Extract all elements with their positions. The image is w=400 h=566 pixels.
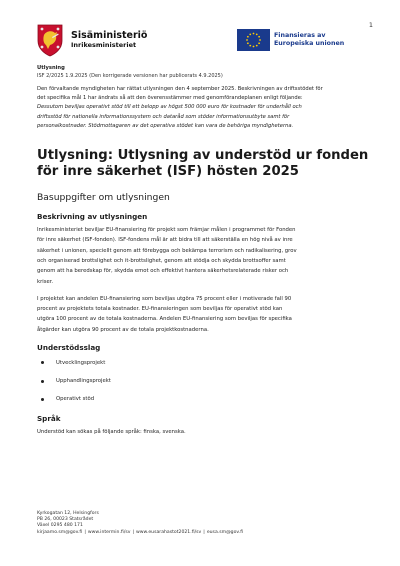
eu-star-icon: [256, 45, 258, 47]
text-line: genom att ha beredskap för, skydda emot och effektivt hantera säkerhetsrelaterade risker och: [37, 268, 289, 275]
grant-types-list: [41, 359, 373, 403]
eu-star-icon: [247, 36, 249, 38]
footer-postbox: PB 26, 00023 Statsrådet: [37, 517, 94, 523]
correction-line: Den förvaltande myndigheten har rättat utlysningen den 4 september 2025. Beskrivningen av driftsstödet för: [37, 86, 323, 92]
text-line: I projektet kan andelen EU-finansiering som beviljas utgöra 75 procent eller i motiverade fall 90: [37, 295, 292, 302]
text-line: säkerhet i unionen, speciellt genom att förebygga och bekämpa terrorism och radikalisering, grov: [37, 247, 297, 254]
eu-star-icon: [247, 42, 249, 44]
bullet-icon: [41, 361, 44, 364]
corrected-text: [37, 103, 373, 131]
page-footer: [37, 511, 243, 536]
correction-notice: [37, 85, 373, 103]
bullet-icon: [41, 398, 44, 401]
footer-eu-email-link[interactable]: eusa.sm@gov.fi: [206, 529, 244, 535]
footer-phone: Växel 0295 480 171: [37, 523, 83, 529]
footer-email-link[interactable]: kirjaamo.sm@gov.fi: [37, 529, 83, 535]
footer-separator: |: [132, 529, 135, 535]
text-line: åtgärder kan utgöra 90 procent av de totala projektkostnaderna.: [37, 326, 209, 333]
description-heading: Beskrivning av utlysningen: [37, 212, 148, 222]
grant-types-heading: Understödsslag: [37, 342, 101, 352]
description-paragraph-2: [37, 294, 373, 335]
eu-star-icon: [258, 36, 260, 38]
ministry-name: Sisäministeriö: [71, 30, 148, 41]
bullet-icon: [41, 380, 44, 383]
footer-separator: |: [203, 529, 205, 535]
page-number: 1: [368, 21, 373, 29]
document-meta: ISF 2/2025 1.9.2025 (Den korrigerade versionen har publicerats 4.9.2025): [37, 73, 223, 79]
eu-star-icon: [256, 33, 258, 35]
text-line: för inre säkerhet (ISF-fonden). ISF-fondens mål är att bidra till att säkerställa en hög nivå av inre: [37, 237, 293, 244]
list-item-label: Operativt stöd: [56, 396, 95, 403]
eu-star-icon: [259, 39, 261, 41]
page-title: Utlysning: Utlysning av understöd ur fonden för inre säkerhet (ISF) hösten 2025: [37, 148, 369, 180]
ministry-name-sv: Inrikesministeriet: [71, 41, 137, 49]
eu-funding-logo: [237, 29, 344, 51]
footer-eu-funds-link[interactable]: www.eusarahastot2021.fi/sv: [136, 529, 202, 535]
coat-of-arms-icon: [36, 23, 64, 57]
eu-star-icon: [249, 45, 251, 47]
eu-flag-icon: [237, 29, 270, 51]
list-item-label: Utvecklingsprojekt: [56, 359, 106, 366]
text-line: procent av projektets totala kostnader. EU-finansieringen som beviljas för operativt stöd kan: [37, 306, 283, 313]
ministry-logo: [36, 23, 147, 57]
correction-line: det specifika mål 1 har ändrats så att den överensstämmer med genomförandeplanen enligt följande:: [37, 95, 303, 102]
footer-separator: |: [84, 529, 86, 535]
text-line: kriser.: [37, 278, 54, 285]
eu-star-icon: [253, 46, 255, 48]
eu-star-icon: [258, 42, 260, 44]
language-text: Understöd kan sökas på följande språk: finska, svenska.: [37, 428, 186, 435]
eu-star-icon: [246, 39, 248, 41]
list-item: [41, 377, 373, 385]
list-item: [41, 395, 373, 403]
text-line: utgöra 100 procent av de totala kostnaderna. Andelen EU-finansiering som beviljas för specifika: [37, 316, 292, 323]
description-paragraph-1: [37, 225, 373, 287]
text-line: Inrikesministeriet beviljar EU-finansiering för projekt som främjar målen i programmet för Fonden: [37, 227, 296, 234]
corrected-line: driftsstöd för nationella informationssystem och dataråd som stöder informationsutbyte samt för: [37, 113, 290, 120]
eu-star-icon: [249, 33, 251, 35]
footer-links: [37, 530, 243, 536]
eu-funding-line-1: Finansieras av: [274, 32, 326, 39]
eu-funding-line-2: Europeiska unionen: [274, 40, 345, 47]
language-heading: Språk: [37, 413, 61, 423]
corrected-line: Dessutom beviljas operativt stöd till ett belopp av högst 500 000 euro för kostnader för underhåll och: [37, 104, 302, 111]
text-line: och organiserad brottslighet och it-brottslighet, genom att stödja och skydda brottsoffer samt: [37, 257, 286, 264]
footer-address: Kyrkogatan 12, Helsingfors: [37, 511, 99, 516]
list-item-label: Upphandlingsprojekt: [56, 378, 111, 385]
document-type: Utlysning: [37, 65, 65, 71]
document-body: [37, 64, 373, 437]
eu-star-icon: [253, 33, 255, 35]
corrected-line: personalkostnader. Stödmottagaren av det operativa stödet kan vara de behöriga myndigheterna.: [37, 122, 294, 129]
list-item: [41, 359, 373, 367]
footer-website-link[interactable]: www.intermin.fi/sv: [87, 529, 131, 535]
basic-info-heading: Basuppgifter om utlysningen: [37, 192, 170, 204]
